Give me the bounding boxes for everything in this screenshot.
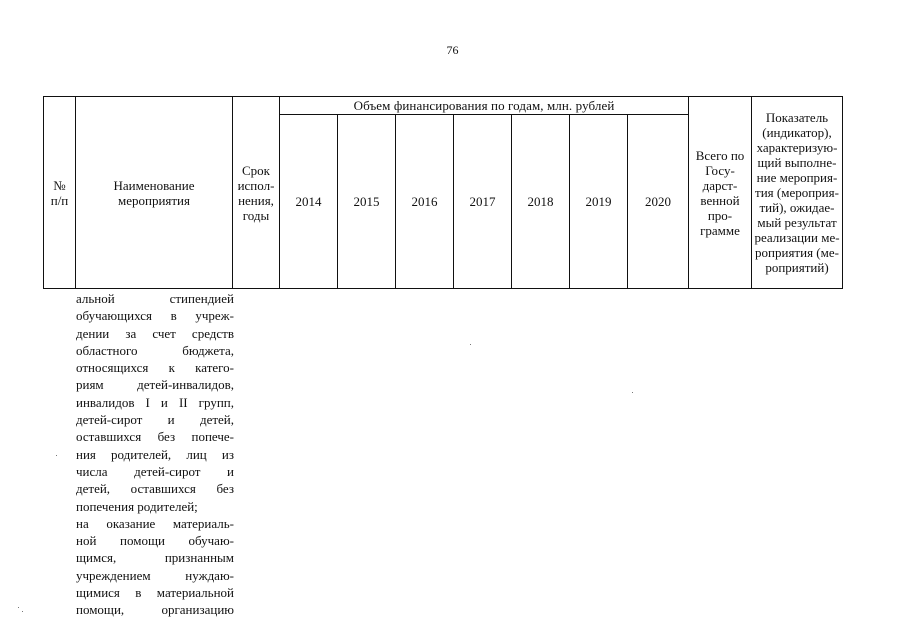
scan-speck — [56, 455, 57, 456]
text-line: инвалидов I и II групп, — [76, 394, 234, 410]
text-line: дении за счет средств — [76, 325, 234, 341]
year-header: 2015 — [338, 115, 396, 289]
text-line: щимся, признанным — [76, 550, 234, 566]
scan-speck — [470, 344, 471, 345]
text-line: риям детей-инвалидов, — [76, 377, 234, 393]
text-line: учреждением нуждаю- — [76, 567, 234, 583]
year-header: 2018 — [512, 115, 570, 289]
year-header: 2017 — [454, 115, 512, 289]
text-line: оставшихся без попече- — [76, 429, 234, 445]
text-line: областного бюджета, — [76, 342, 234, 358]
column-header-number: № п/п — [44, 97, 76, 289]
text-line: детей, оставшихся без — [76, 481, 234, 497]
year-header: 2014 — [280, 115, 338, 289]
text-line: ной помощи обучаю- — [76, 533, 234, 549]
text-line: щимися в материальной — [76, 585, 234, 601]
column-header-indicator: Показатель (индикатор), характеризую- щий выполне- ние мероприя- тия (мероприя- тий), ожидае- мый результат реализации ме- роприятия (ме- роприятий) — [752, 97, 843, 289]
column-header-total: Всего по Госу- дарст- венной про- грамме — [689, 97, 752, 289]
column-header-funding: Объем финансирования по годам, млн. рублей — [280, 97, 689, 115]
text-line: помощи, организацию — [76, 602, 234, 618]
scan-speck — [22, 611, 23, 612]
year-header: 2016 — [396, 115, 454, 289]
continuation-text — [76, 290, 234, 619]
text-line: ния родителей, лиц из — [76, 446, 234, 462]
column-header-term: Срок испол- нения, годы — [233, 97, 280, 289]
text-line: на оказание материаль- — [76, 515, 234, 531]
text-line: попечения родителей; — [76, 498, 198, 514]
column-header-name: Наименование мероприятия — [76, 97, 233, 289]
text-line: альной стипендией — [76, 291, 234, 306]
year-header: 2020 — [628, 115, 689, 289]
text-line: детей-сирот и детей, — [76, 412, 234, 428]
year-header: 2019 — [570, 115, 628, 289]
scan-speck — [18, 607, 19, 608]
funding-table — [43, 96, 843, 289]
text-line: относящихся к катего- — [76, 360, 234, 376]
text-line: обучающихся в учреж- — [76, 308, 234, 324]
text-line: числа детей-сирот и — [76, 463, 234, 479]
page-number: 76 — [446, 43, 459, 57]
scan-speck — [632, 392, 633, 393]
